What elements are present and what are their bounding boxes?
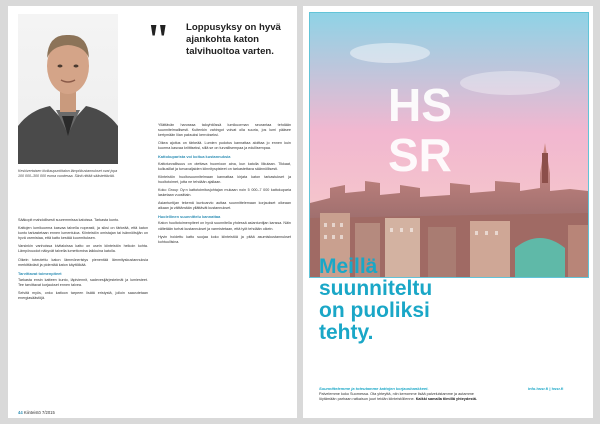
page-number: 44 <box>18 410 23 415</box>
headline-line: on puoliksi <box>319 299 430 322</box>
paragraph: Tarkasta ensin katteen kunto, läpiviennit, sadevesijärjestelmät ja lumiesteet. Tee tarvittavat korjaukset ennen talvea. <box>18 277 148 287</box>
logo-text-line-1: HS <box>388 79 452 131</box>
photo-caption: Keskivertaisen kivikaupunkitalon lämpökustannukset ovat jopa 100 000–300 000 euroa vuodessa. Siinä riittää säästettävää. <box>18 169 118 178</box>
paragraph: Selvitä myös, onko kattoon tarpeen lisätä eristystä, jolloin saavutetaan energiasäästöjä. <box>18 291 148 301</box>
ad-website[interactable]: info.hssr.fi | hssr.fi <box>528 386 564 391</box>
paragraph: Varsinkin vanhoissa kivitaloissa katto on usein kiinteistön heikoin kohta. Lämpövuodot näkyvät talvella lumettomina laikkuina katolla. <box>18 244 148 254</box>
pull-quote: Loppusyksy on hyvä ajankohta katon talvihuoltoa varten. <box>186 22 281 57</box>
paragraph: Kiinteistön huoltosuunnitelmaan kannattaa kirjata katon tarkastukset ja huoltotoimet, jotta ne tehdään ajallaan. <box>158 174 291 184</box>
subheading: Kattokuparista voi koitua kustannuksia <box>158 154 231 160</box>
city-skyline-image <box>310 13 588 277</box>
subheading: Tarvittavat toimenpiteet <box>18 270 62 276</box>
left-page <box>8 6 297 418</box>
ad-body <box>319 392 479 402</box>
paragraph: Sääkopit mahdollisesti suuremmissa katoissa. Tarkasta kunto. <box>18 218 120 222</box>
headline-line: Meillä <box>319 255 378 278</box>
headline-line: tehty. <box>319 321 374 344</box>
headline-line: suunniteltu <box>319 277 433 300</box>
subheading: Huolellinen suunnittelu kannattaa <box>158 214 221 220</box>
article-column-left <box>18 218 148 304</box>
paragraph: Oikein toteutettu katon lämmöneristys pienentää lämmityskustannuksia merkittävästi ja pidentää katon käyttöikää. <box>18 257 148 267</box>
logo-text-line-2: SR <box>388 129 452 181</box>
magazine-name: Kiinteistö 7/2015 <box>23 410 55 415</box>
paragraph: Oikea ajoitus on tärkeää. Lumien pudotus kannattaa aloittaa jo ennen kuin kuorma kasvaa kriittiseksi, sillä se on turvallisempaa ja edullisempaa. <box>158 141 291 151</box>
paragraph: Koko Group Oy:n kattotoimitusjohtajan mukaan noin 5 000–7 000 kattokuparia lasketaan vuosittain. <box>158 187 291 198</box>
ad-tagline: Suunnittelemme ja toteutamme kattojen korjaushankkeet. <box>319 386 429 391</box>
ad-headline <box>319 256 519 344</box>
paragraph: Yllättävän harvassa taloyhtiössä lumikuorman seurantaa tehdään suunnitelmallisesti. Kuitenkin vahingot voivat olla suuria, jos lumi pääsee kertymään liian paksuksi kerrokseksi. <box>158 123 291 138</box>
paragraph: Hyvin hoidettu katto suojaa koko kiinteistöä ja pitää asumiskustannukset kohtuullisina. <box>158 234 291 244</box>
ad-image-frame <box>309 12 589 278</box>
paragraph: Kattojen lumikuorma kasvaa talvella nopeasti, ja siksi on tärkeää, että katon kunto tarkastetaan ennen lumentuloa. Kiinteistön omistajan tai isännöitsijän on hyvä varmistaa, että katto kestää kuormituksen. <box>18 226 148 241</box>
paragraph: Katon huoltotoimenpiteet on hyvä suunnitella yhdessä asiantuntijan kanssa. Näin vältetään turhat kustannukset ja varmistetaan, että työt tehdään oikein. <box>158 221 291 231</box>
ad-body-bold: Kaikki samalla tiimillä yhteydestä. <box>415 396 477 401</box>
page-footer <box>18 410 55 415</box>
paragraph: Asiantuntijan tekemä kuntoarvio auttaa suunnittelemaan korjaukset oikeaan aikaan ja välttämään yllättävät kustannukset. <box>158 201 291 211</box>
quote-mark: " <box>146 15 171 64</box>
article-column-right <box>158 123 291 248</box>
ad-body-text: Palvelemme koko Suomessa. Ota yhteyttä, niin kerromme lisää palveluistamme ja autamme löytämään parhaan ratkaisun juuri teidän kiinteistöllenne. <box>319 392 474 401</box>
paragraph: Kattoturvallisuus on otettava huomioon aina, kun katolla liikutaan. Tikkaat, kulkusillat ja turvavaljaiden kiinnityspisteet on tarkastettava säännöllisesti. <box>158 161 291 171</box>
portrait-photo <box>18 14 118 164</box>
right-page-ad <box>303 6 593 418</box>
